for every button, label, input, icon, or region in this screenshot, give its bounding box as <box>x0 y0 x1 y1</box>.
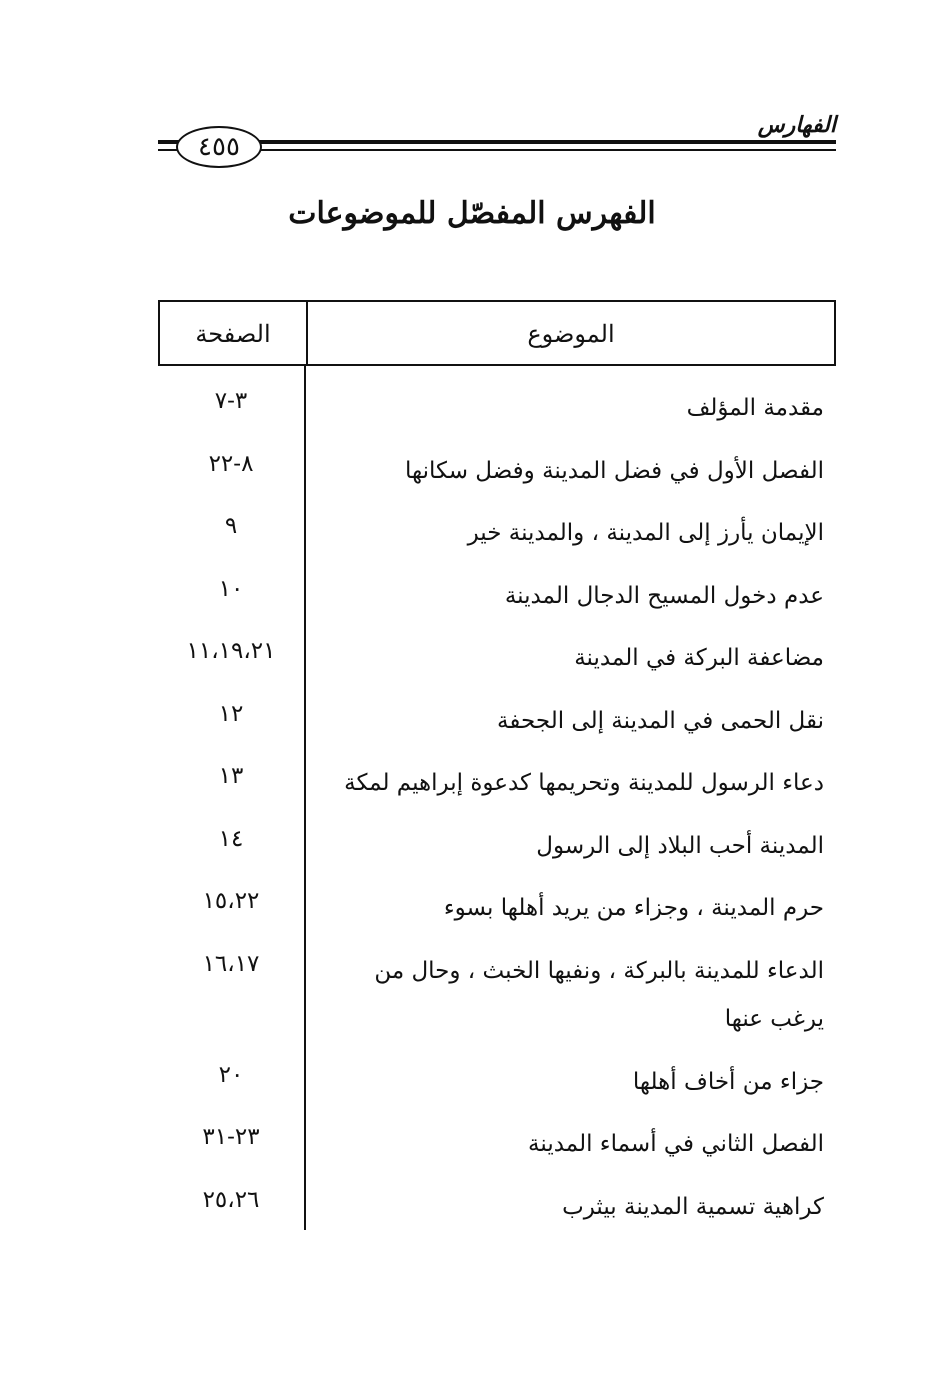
table-row <box>158 433 836 496</box>
page-cell: ١١،١٩،٢١ <box>186 638 276 664</box>
topic-cell: مقدمة المؤلف <box>686 395 824 421</box>
topic-cell: مضاعفة البركة في المدينة <box>574 645 824 671</box>
page-cell: ١٤ <box>218 825 244 852</box>
page-cell: ٢٥،٢٦ <box>202 1186 260 1213</box>
topic-cell: الفصل الثاني في أسماء المدينة <box>528 1131 824 1157</box>
table-row <box>158 620 836 683</box>
table-row <box>158 683 836 746</box>
page-cell: ١٥،٢٢ <box>202 888 260 914</box>
table-row <box>158 558 836 621</box>
table-row <box>158 870 836 933</box>
table-body <box>158 370 836 1231</box>
page-cell: ٨-٢٢ <box>208 450 254 477</box>
page-cell: ١٣ <box>218 763 244 789</box>
topic-cell: المدينة أحب البلاد إلى الرسول <box>536 832 824 859</box>
page-number: ٤٥٥ <box>176 126 262 168</box>
topic-cell: نقل الحمى في المدينة إلى الجحفة <box>497 707 824 734</box>
table-row <box>158 745 836 808</box>
topic-cell: عدم دخول المسيح الدجال المدينة <box>504 582 824 609</box>
page-cell: ٩ <box>224 513 238 539</box>
topic-cell: الدعاء للمدينة بالبركة ، ونفيها الخبث ، وحال من يرغب عنها <box>374 957 824 1032</box>
table-row <box>158 808 836 871</box>
topic-cell: دعاء الرسول للمدينة وتحريمها كدعوة إبراهيم لمكة <box>344 770 824 796</box>
topic-cell: حرم المدينة ، وجزاء من يريد أهلها بسوء <box>443 895 824 921</box>
table-row <box>158 1044 836 1107</box>
topic-cell: كراهية تسمية المدينة بيثرب <box>562 1193 824 1220</box>
topic-cell: جزاء من أخاف أهلها <box>632 1068 824 1095</box>
table-row <box>158 1106 836 1169</box>
table-row <box>158 1169 836 1232</box>
page-cell: ٢٣-٣١ <box>202 1124 260 1150</box>
page-cell: ١٦،١٧ <box>202 950 260 977</box>
table-row <box>158 933 836 1044</box>
page-cell: ١٢ <box>218 700 244 727</box>
page-column-header: الصفحة <box>195 320 271 348</box>
page-cell: ٣-٧ <box>214 388 248 414</box>
topic-cell: الإيمان يأرز إلى المدينة ، والمدينة خير <box>467 520 824 546</box>
page-title: الفهرس المفصّل للموضوعات <box>288 196 656 231</box>
page-cell: ١٠ <box>218 575 244 602</box>
page-cell: ٢٠ <box>218 1061 244 1088</box>
running-header: الفهارس <box>757 112 836 138</box>
topic-column-header: الموضوع <box>527 320 615 348</box>
table-row <box>158 370 836 433</box>
table-row <box>158 495 836 558</box>
topic-cell: الفصل الأول في فضل المدينة وفضل سكانها <box>404 457 824 484</box>
table-header <box>158 300 836 366</box>
